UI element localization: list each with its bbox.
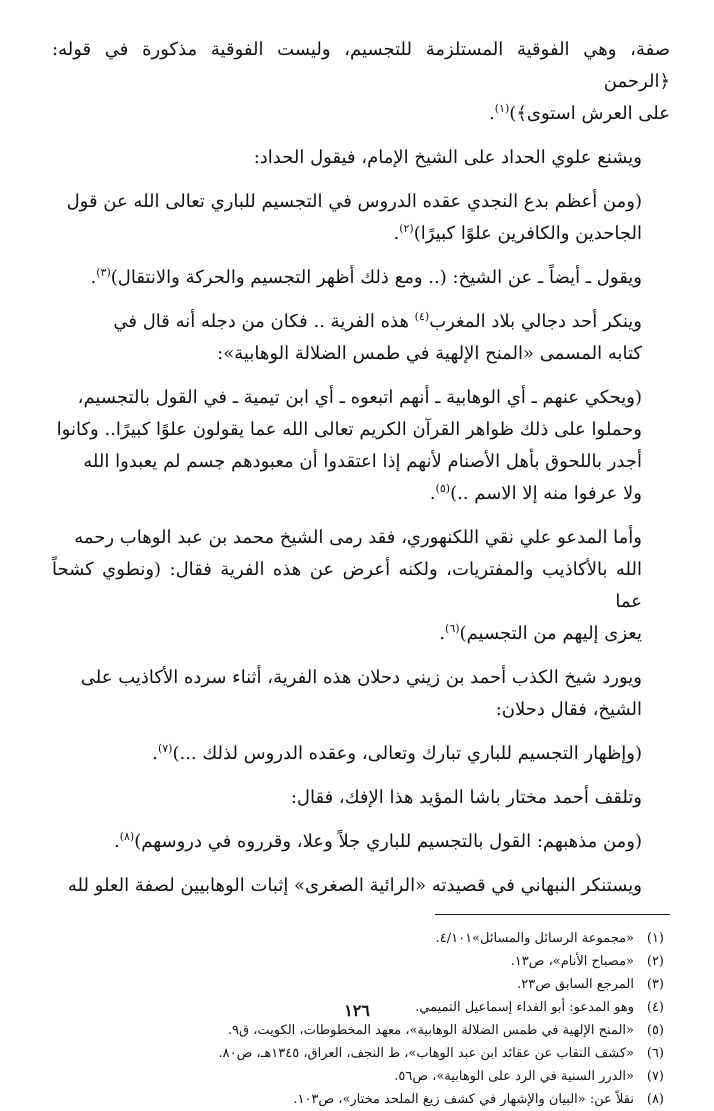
footnote-number: (٥) — [646, 1023, 664, 1038]
paragraph — [52, 262, 670, 294]
text-line: وأما المدعو علي نقي اللكنهوري، فقد رمى الشيخ محمد بن عبد الوهاب رحمه — [74, 527, 642, 548]
main-text — [52, 34, 670, 902]
footnote-text: «المنح الإلهية في طمس الضلالة الوهابية»، معهد المخطوطات، الكويت، ق٩. — [227, 1023, 634, 1038]
text-line: صفة، وهي الفوقية المستلزمة للتجسيم، وليست الفوقية مذكورة في قوله: ﴿الرحمن — [52, 39, 670, 92]
footnote — [52, 973, 664, 996]
text-line: على العرش استوى﴾)$^{(١)}$. — [489, 102, 670, 124]
text-line: الشيخ، فقال دحلان: — [495, 699, 642, 720]
text-line: ويقول ـ أيضاً ـ عن الشيخ: (.. ومع ذلك أظهر التجسيم والحركة والانتقال)$^{(٣)}$. — [90, 266, 642, 288]
footnote — [52, 950, 664, 973]
text-line: كتابه المسمى «المنح الإلهية في طمس الضلالة الوهابية»: — [217, 343, 642, 364]
text-line: ويشنع علوي الحداد على الشيخ الإمام، فيقول الحداد: — [253, 147, 642, 168]
paragraph — [52, 782, 670, 814]
footnote — [52, 927, 664, 950]
text-line: (ومن أعظم بدع النجدي عقده الدروس في التجسيم للباري تعالى الله عن قول — [66, 191, 642, 212]
footnote-text: «مصباح الأنام»، ص١٣. — [510, 954, 634, 969]
paragraph — [52, 142, 670, 174]
footnote-separator — [435, 914, 670, 915]
text-line: وحملوا على ذلك ظواهر القرآن الكريم تعالى الله عما يقولون علوًا كبيرًا.. وكانوا — [56, 419, 642, 440]
footnote-number: (٣) — [646, 977, 664, 992]
paragraph — [52, 34, 670, 130]
footnote — [52, 1019, 664, 1042]
footnote-text: «الدرر السنية في الرد على الوهابية»، ص٥٦. — [394, 1069, 634, 1084]
footnote — [52, 1042, 664, 1065]
text-line: وينكر أحد دجالي بلاد المغرب$^{(٤)}$ هذه الفرية .. فكان من دجله أنه قال في — [113, 310, 642, 332]
footnote-text: «كشف النقاب عن عقائد ابن عبد الوهاب»، ط النجف، العراق، ١٣٤٥هـ، ص٨٠. — [218, 1046, 634, 1061]
text-line: (ومن مذهبهم: القول بالتجسيم للباري جلاً وعلا، وقرروه في دروسهم)$^{(٨)}$. — [113, 830, 642, 852]
text-line: (وإظهار التجسيم للباري تبارك وتعالى، وعقده الدروس لذلك ...)$^{(٧)}$. — [152, 742, 642, 764]
footnote-number: (٢) — [646, 954, 664, 969]
paragraph — [52, 738, 670, 770]
footnote-number: (١) — [646, 931, 664, 946]
footnote-number: (٦) — [646, 1046, 664, 1061]
paragraph — [52, 382, 670, 510]
footnote — [52, 1088, 664, 1111]
footnote-number: (٨) — [646, 1092, 664, 1107]
footnote-number: (٧) — [646, 1069, 664, 1084]
paragraph — [52, 662, 670, 726]
paragraph — [52, 522, 670, 650]
text-line: أجدر باللحوق بأهل الأصنام لأنهم إذا اعتقدوا أن معبودهم جسم لم يعبدوا الله — [83, 451, 642, 472]
paragraph — [52, 826, 670, 858]
page-number: ١٢٦ — [344, 1001, 370, 1020]
footnote-text: نقلاً عن: «البيان والإشهار في كشف زيغ الملحد مختار»، ص١٠٣. — [293, 1092, 634, 1107]
text-line: ولا عرفوا منه إلا الاسم ..)$^{(٥)}$. — [429, 482, 642, 504]
text-line: (ويحكي عنهم ـ أي الوهابية ـ أنهم اتبعوه ـ أي ابن تيمية ـ في القول بالتجسيم، — [77, 387, 642, 408]
paragraph — [52, 870, 670, 902]
text-line: ويورد شيخ الكذب أحمد بن زيني دحلان هذه الفرية، أثناء سرده الأكاذيب على — [80, 667, 642, 688]
footnote-text: «مجموعة الرسائل والمسائل»٤/١٠١. — [435, 931, 634, 946]
text-line: ويستنكر النبهاني في قصيدته «الرائية الصغرى» إثبات الوهابيين لصفة العلو لله — [67, 875, 642, 896]
footnote-text: المرجع السابق ص٢٣. — [517, 977, 634, 992]
footnote-text: وهو المدعو: أبو الفداء إسماعيل التميمي. — [415, 1000, 634, 1015]
footnote — [52, 1065, 664, 1088]
paragraph — [52, 186, 670, 250]
text-line: الجاحدين والكافرين علوًا كبيرًا)$^{(٢)}$. — [393, 222, 642, 244]
footnote-number: (٤) — [646, 1000, 664, 1015]
text-line: وتلقف أحمد مختار باشا المؤيد هذا الإفك، فقال: — [290, 787, 642, 808]
paragraph — [52, 306, 670, 370]
text-line: الله بالأكاذيب والمفتريات، ولكنه أعرض عن هذه الفرية فقال: (ونطوي كشحاً عما — [52, 559, 642, 612]
text-line: يعزى إليهم من التجسيم)$^{(٦)}$. — [439, 622, 642, 644]
